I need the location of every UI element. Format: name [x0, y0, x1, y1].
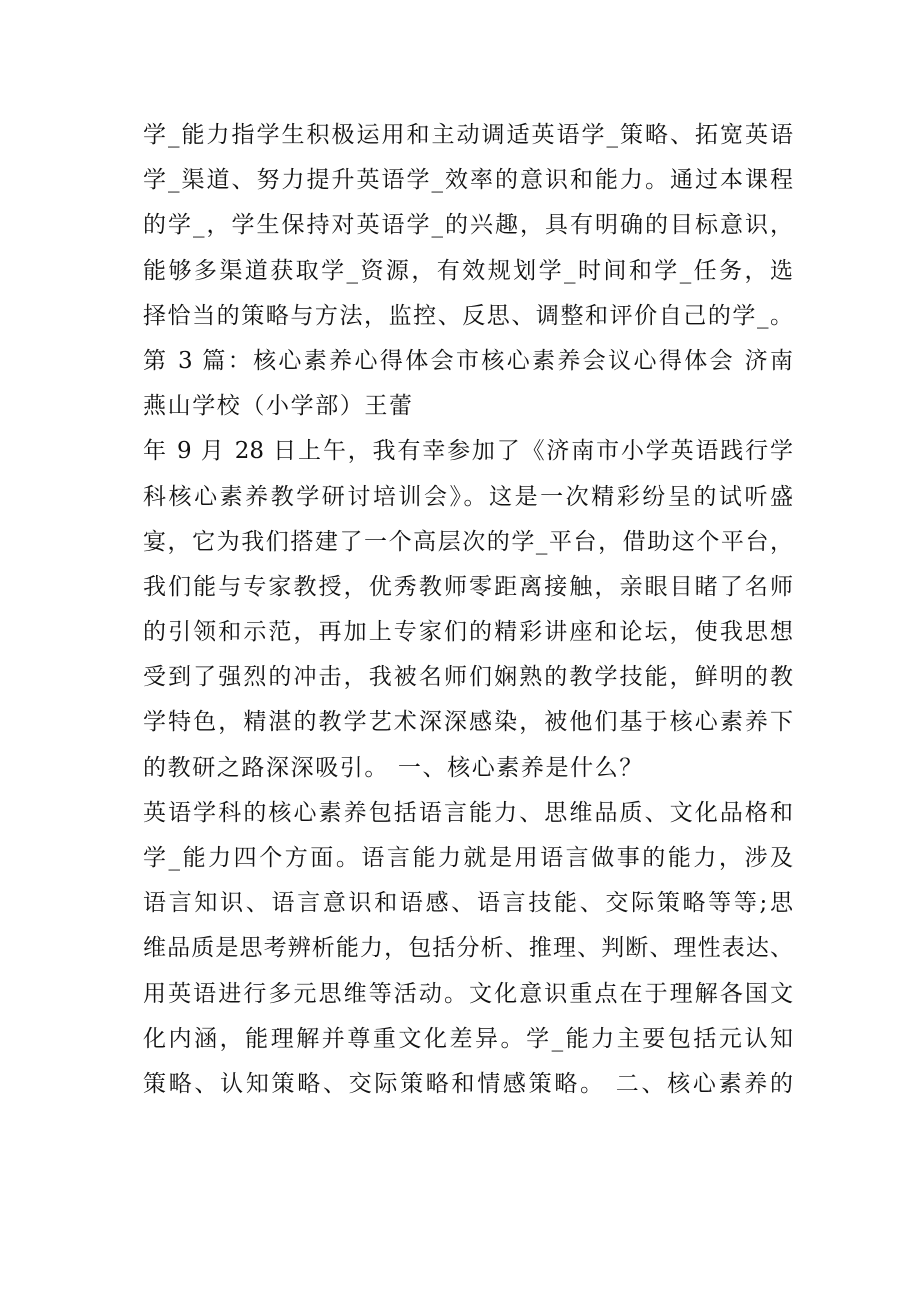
text-line: 用英语进行多元思维等活动。文化意识重点在于理解各国文	[143, 980, 793, 1007]
text-line: 我们能与专家教授，优秀教师零距离接触，亲眼目睹了名师	[143, 573, 793, 600]
text-line: 的教研之路深深吸引。 一、核心素养是什么？	[143, 754, 644, 781]
text-line: 受到了强烈的冲击，我被名师们娴熟的教学技能，鲜明的教	[143, 664, 793, 691]
text-line: 策略、认知策略、交际策略和情感策略。 二、核心素养的	[143, 1070, 793, 1097]
text-line: 择恰当的策略与方法，监控、反思、调整和评价自己的学_。	[143, 302, 793, 329]
text-line: 化内涵，能理解并尊重文化差异。学_能力主要包括元认知	[143, 1025, 793, 1052]
body-text	[143, 113, 793, 1107]
section-heading-line: 第 3 篇：核心素养心得体会市核心素养会议心得体会 济南	[143, 347, 793, 374]
text-line: 的学_，学生保持对英语学_的兴趣，具有明确的目标意识，	[143, 212, 793, 239]
author-line: 燕山学校（小学部）王蕾	[143, 393, 414, 420]
text-line: 学_渠道、努力提升英语学_效率的意识和能力。通过本课程	[143, 167, 793, 194]
text-line: 英语学科的核心素养包括语言能力、思维品质、文化品格和	[143, 799, 793, 826]
text-line: 的引领和示范，再加上专家们的精彩讲座和论坛，使我思想	[143, 619, 793, 646]
text-line: 维品质是思考辨析能力，包括分析、推理、判断、理性表达、	[143, 935, 793, 962]
text-line: 能够多渠道获取学_资源，有效规划学_时间和学_任务，选	[143, 257, 793, 284]
text-line: 学_能力四个方面。语言能力就是用语言做事的能力，涉及	[143, 845, 793, 871]
text-line: 宴，它为我们搭建了一个高层次的学_平台，借助这个平台，	[143, 528, 793, 555]
text-line: 语言知识、语言意识和语感、语言技能、交际策略等等;思	[143, 890, 793, 917]
text-line: 学特色，精湛的教学艺术深深感染，被他们基于核心素养下	[143, 709, 793, 736]
text-line: 科核心素养教学研讨培训会》。这是一次精彩纷呈的试听盛	[143, 483, 793, 510]
text-line: 年 9 月 28 日上午，我有幸参加了《济南市小学英语践行学	[143, 438, 793, 465]
text-line: 学_能力指学生积极运用和主动调适英语学_策略、拓宽英语	[143, 122, 793, 148]
